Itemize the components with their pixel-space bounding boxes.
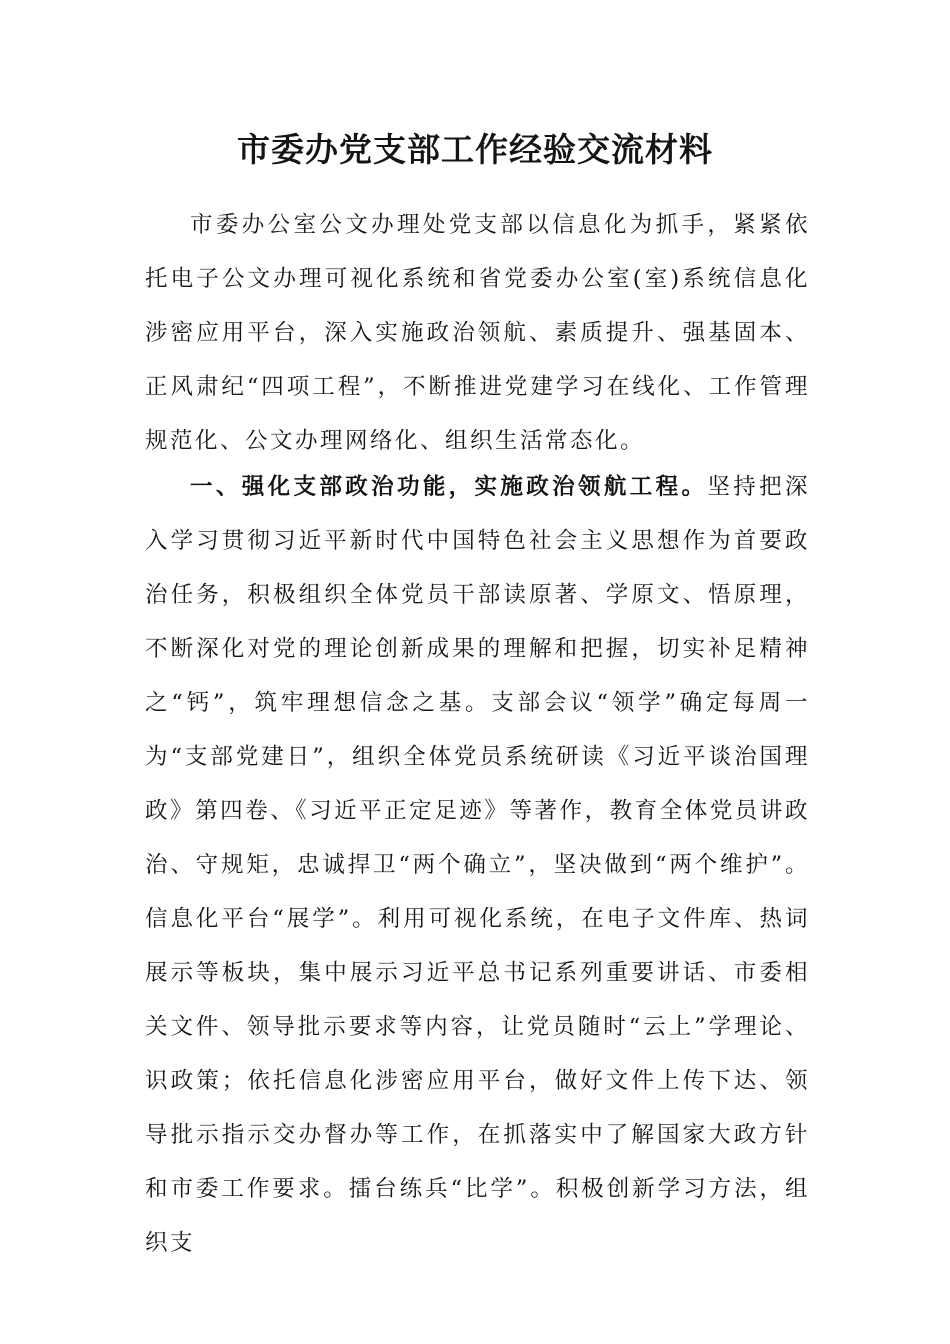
section-1-body: 坚持把深入学习贯彻习近平新时代中国特色社会主义思想作为首要政治任务，积极组织全体党员干部读原著、学原文、悟原理，不断深化对党的理论创新成果的理解和把握，切实补足精神之“钙”，筑牢理想信念之基。支部会议“领学”确定每周一为“支部党建日”，组织全体党员系统研读《习近平谈治国理政》第四卷、《习近平正定足迹》等著作，教育全体党员讲政治、守规矩，忠诚捍卫“两个确立”，坚决做到“两个维护”。信息化平台“展学”。利用可视化系统，在电子文件库、热词展示等板块，集中展示习近平总书记系列重要讲话、市委相关文件、领导批示要求等内容，让党员随时“云上”学理论、识政策；依托信息化涉密应用平台，做好文件上传下达、领导批示指示交办督办等工作，在抓落实中了解国家大政方针和市委工作要求。擂台练兵“比学”。积极创新学习方法，组织支	[145, 474, 810, 1256]
intro-paragraph: 市委办公室公文办理处党支部以信息化为抓手，紧紧依托电子公文办理可视化系统和省党委办公室(室)系统信息化涉密应用平台，深入实施政治领航、素质提升、强基固本、正风肃纪“四项工程”，不断推进党建学习在线化、工作管理规范化、公文办理网络化、组织生活常态化。	[145, 212, 810, 454]
section-1-paragraph	[145, 460, 810, 1270]
section-1-heading: 一、强化支部政治功能，实施政治领航工程。	[190, 474, 708, 500]
document-title: 市委办党支部工作经验交流材料	[237, 130, 713, 169]
